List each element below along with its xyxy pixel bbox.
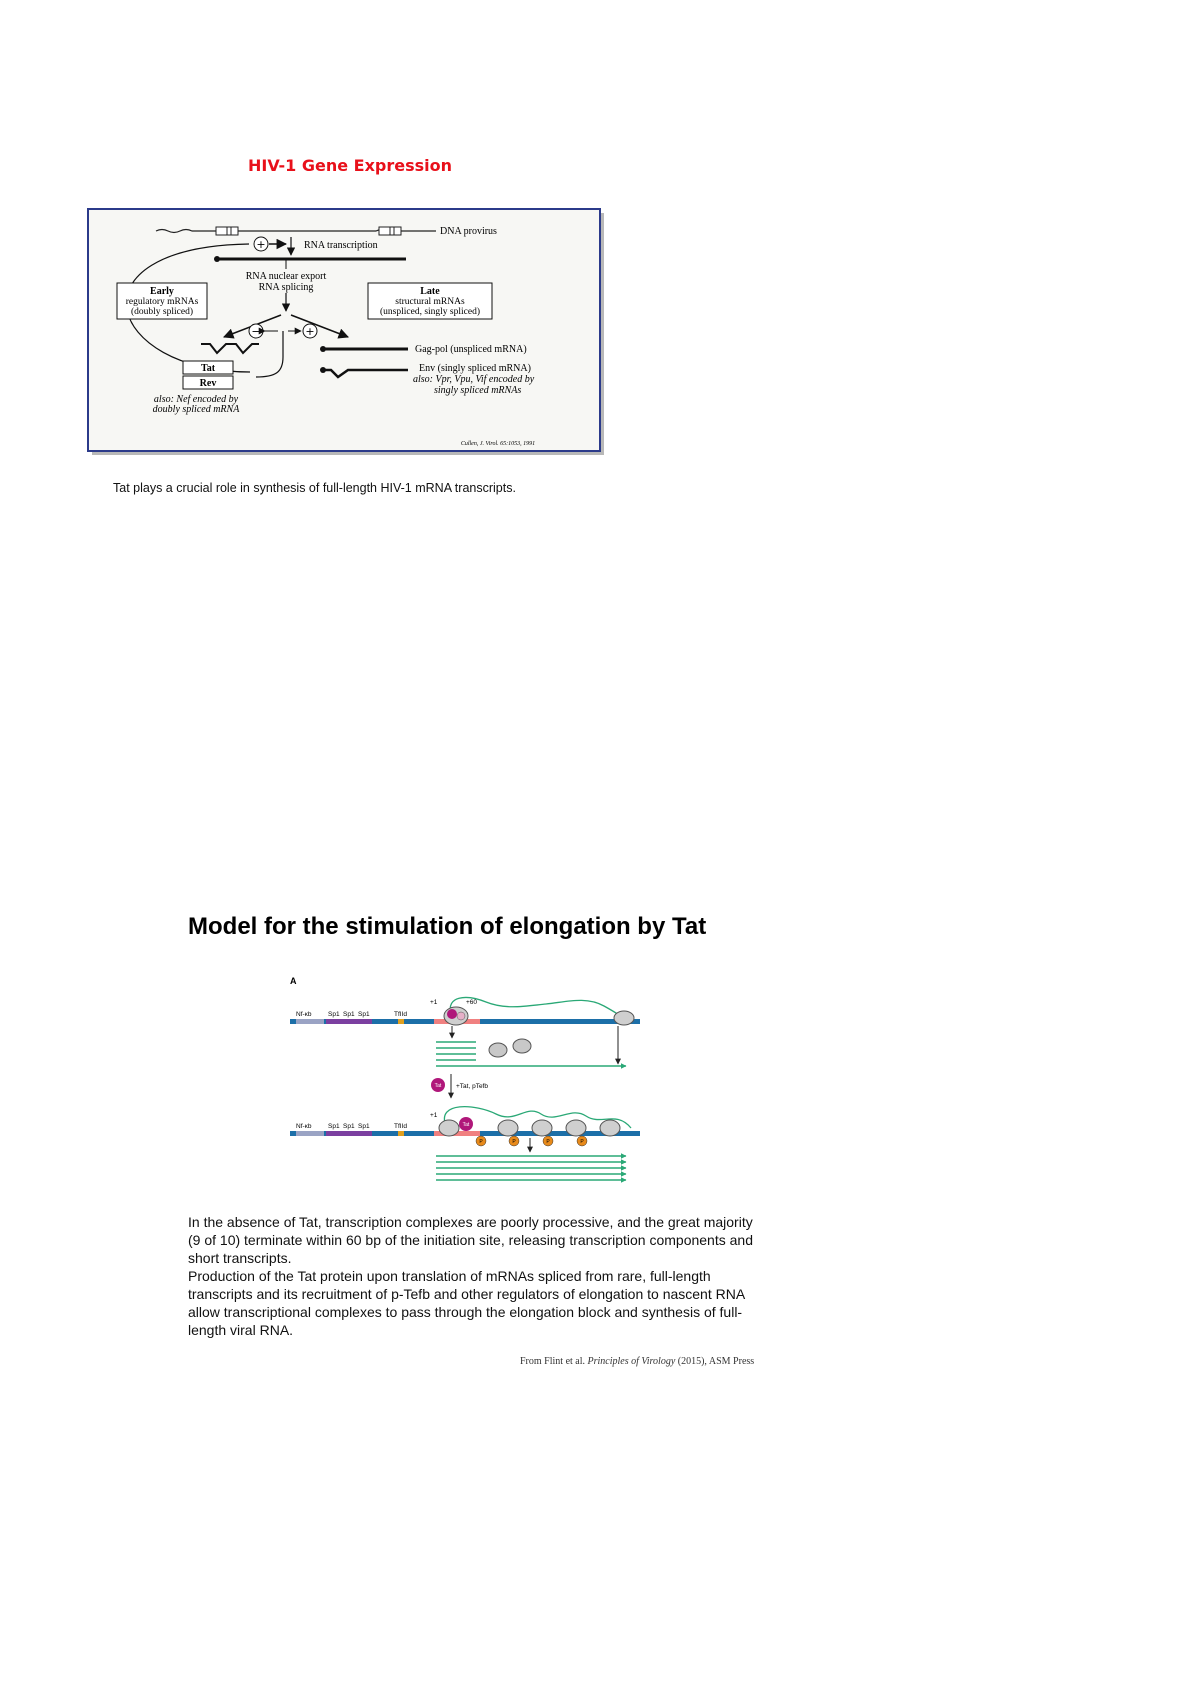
tat-badge-middle-label: Tat [434, 1083, 442, 1089]
minus-sign: − [251, 325, 261, 338]
sp1-label-top-1: Sp1 [328, 1011, 340, 1018]
late-label: Late [420, 286, 440, 297]
early-subtitle: regulatory mRNAs [125, 297, 199, 307]
nef-note-line1: also: Nef encoded by [153, 394, 239, 405]
env-note-line3: singly spliced mRNAs [434, 385, 522, 396]
dna-provirus-label: DNA provirus [440, 226, 497, 237]
plus-sign-top: + [256, 238, 266, 251]
elongating-complex-5 [600, 1120, 620, 1136]
sp1-label-bottom-1: Sp1 [328, 1123, 340, 1130]
polymerase-distal-top [614, 1011, 634, 1025]
nfkb-label-bottom: Nf-κb [296, 1123, 312, 1130]
released-complex-2 [513, 1039, 531, 1053]
phospho-label-2: P [512, 1139, 516, 1145]
plus-sign-late: + [305, 325, 315, 338]
elongating-complex-4 [566, 1120, 586, 1136]
plus60-top: +60 [466, 999, 478, 1006]
phospho-label-1: P [479, 1139, 483, 1145]
tfiid-label-bottom: TfIId [394, 1123, 408, 1130]
citation-suffix: (2015), ASM Press [675, 1356, 755, 1367]
sp1-label-top-2: Sp1 [343, 1011, 355, 1018]
elongation-model-diagram [286, 976, 666, 1201]
elongation-model-title: Model for the stimulation of elongation by Tat [188, 913, 707, 940]
tat-badge-bottom-label: Tat [462, 1122, 470, 1128]
rna-splicing-label: RNA splicing [258, 282, 314, 293]
nef-note-line2: doubly spliced mRNA [152, 404, 240, 415]
rev-label: Rev [199, 378, 217, 389]
nfkb-label-top: Nf-κb [296, 1011, 312, 1018]
hiv-gene-expression-title: HIV-1 Gene Expression [247, 156, 453, 175]
rna-transcription-label: RNA transcription [304, 240, 378, 251]
elongating-complex-3 [532, 1120, 552, 1136]
early-note: (doubly spliced) [130, 307, 194, 317]
env-label: Env (singly spliced mRNA) [419, 363, 531, 374]
tat-label: Tat [200, 363, 216, 374]
released-complex-1 [489, 1043, 507, 1057]
tat-ptefb-label: +Tat, pTefb [456, 1083, 488, 1090]
tfiid-label-top: TfIId [394, 1011, 408, 1018]
sp1-label-bottom-2: Sp1 [343, 1123, 355, 1130]
late-note: (unspliced, singly spliced) [380, 307, 480, 317]
panel-label: A [290, 976, 297, 986]
sp1-label-top-3: Sp1 [358, 1011, 370, 1018]
citation-prefix: From Flint et al. [520, 1356, 588, 1367]
rna-export-label: RNA nuclear export [245, 271, 327, 282]
plus1-top: +1 [430, 999, 438, 1006]
elongating-complex-2 [498, 1120, 518, 1136]
elongation-explanation [188, 1213, 768, 1339]
phospho-label-3: P [546, 1139, 550, 1145]
phospho-label-4: P [580, 1139, 584, 1145]
citation [520, 1356, 754, 1367]
sp1-label-bottom-3: Sp1 [358, 1123, 370, 1130]
late-subtitle: structural mRNAs [395, 297, 465, 307]
citation-title: Principles of Virology [587, 1356, 676, 1367]
paragraph-tat-production: Production of the Tat protein upon translation of mRNAs spliced from rare, full-length transcripts and its recruitment of p-Tefb and other regulators of elongation to nascent RNA allow transcriptional complexes to pass through the elongation block and synthesis of full-length viral RNA. [188, 1268, 745, 1338]
plus1-bottom: +1 [430, 1112, 438, 1119]
gag-pol-label: Gag-pol (unspliced mRNA) [415, 344, 527, 355]
early-label: Early [150, 286, 174, 297]
diagram-source: Cullen, J. Virol. 65:1053, 1991 [460, 441, 536, 447]
env-note-line2: also: Vpr, Vpu, Vif encoded by [413, 374, 535, 385]
elongating-complex-1 [439, 1120, 459, 1136]
hiv-gene-expression-diagram [86, 207, 606, 457]
hiv-gene-expression-caption: Tat plays a crucial role in synthesis of full-length HIV-1 mRNA transcripts. [113, 481, 516, 495]
paragraph-no-tat: In the absence of Tat, transcription complexes are poorly processive, and the great majority (9 of 10) terminate within 60 bp of the initiation site, releasing transcription components and short transcripts. [188, 1214, 753, 1266]
